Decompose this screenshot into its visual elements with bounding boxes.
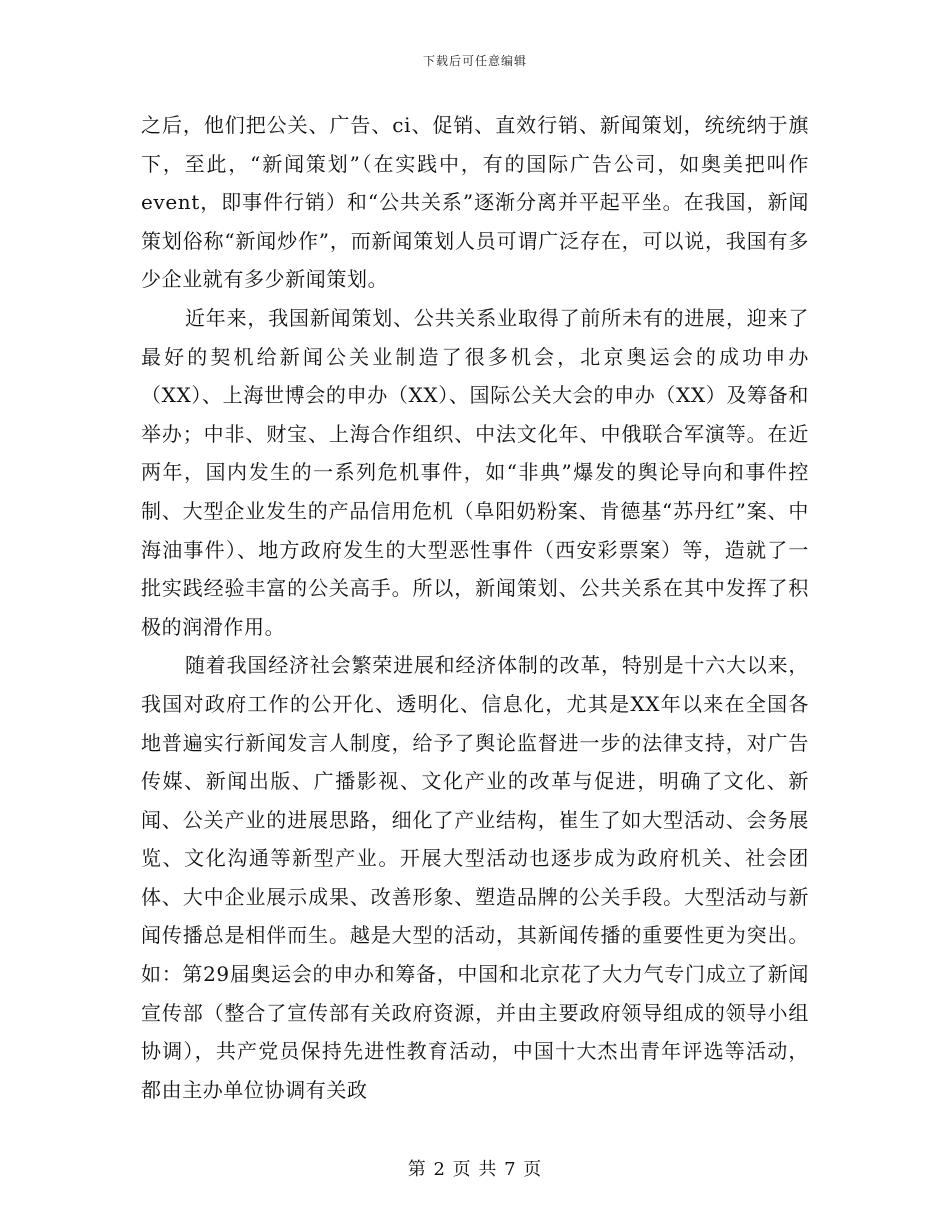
paragraph-1: 之后，他们把公关、广告、ci、促销、直效行销、新闻策划，统统纳于旗下，至此，“新闻策划”（在实践中，有的国际广告公司，如奥美把叫作event，即事件行销）和“公共关系”逐渐分离并平起平坐。在我国，新闻策划俗称“新闻炒作”，而新闻策划人员可谓广泛存在，可以说，我国有多少企业就有多少新闻策划。	[141, 113, 809, 292]
page-header: 下载后可任意编辑	[422, 54, 527, 68]
page-number-footer: 第 2 页 共 7 页	[407, 1159, 543, 1180]
paragraph-3: 随着我国经济社会繁荣进展和经济体制的改革，特别是十六大以来，我国对政府工作的公开化、透明化、信息化，尤其是XX年以来在全国各地普遍实行新闻发言人制度，给予了舆论监督进一步的法律支持，对广告传媒、新闻出版、广播影视、文化产业的改革与促进，明确了文化、新闻、公关产业的进展思路，细化了产业结构，崔生了如大型活动、会务展览、文化沟通等新型产业。开展大型活动也逐步成为政府机关、社会团体、大中企业展示成果、改善形象、塑造品牌的公关手段。大型活动与新闻传播总是相伴而生。越是大型的活动，其新闻传播的重要性更为突出。如：第29届奥运会的申办和筹备，中国和北京花了大力气专门成立了新闻宣传部（整合了宣传部有关政府资源，并由主要政府领导组成的领导小组协调），共产党员保持先进性教育活动，中国十大杰出青年评选等活动，都由主办单位协调有关政	[141, 653, 809, 1102]
paragraph-2: 近年来，我国新闻策划、公共关系业取得了前所未有的进展，迎来了最好的契机给新闻公关业制造了很多机会，北京奥运会的成功申办（XX）、上海世博会的申办（XX）、国际公关大会的申办（XX）及筹备和举办；中非、财宝、上海合作组织、中法文化年、中俄联合军演等。在近两年，国内发生的一系列危机事件，如“非典”爆发的舆论导向和事件控制、大型企业发生的产品信用危机（阜阳奶粉案、肯德基“苏丹红”案、中海油事件）、地方政府发生的大型恶性事件（西安彩票案）等，造就了一批实践经验丰富的公关高手。所以，新闻策划、公共关系在其中发挥了积极的润滑作用。	[141, 305, 809, 639]
document-body	[141, 106, 809, 1109]
